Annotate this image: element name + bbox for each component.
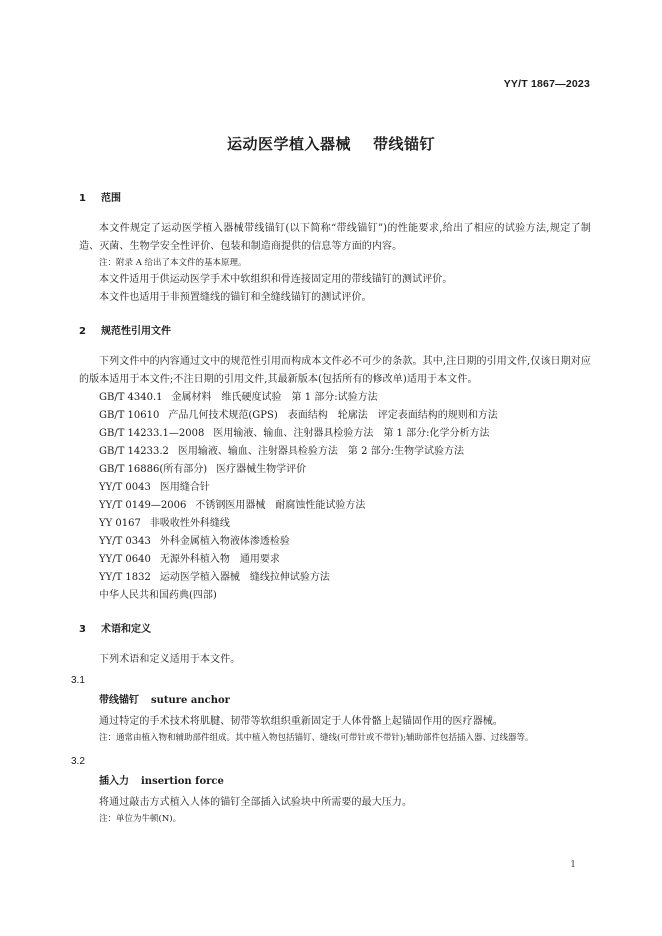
reference-code: YY/T 0149—2006 [99,500,187,511]
reference-code: YY/T 0640 [99,554,151,565]
reference-code: YY/T 0343 [99,536,151,547]
reference-title: 外科金属植入物液体渗透检验 [159,536,290,547]
section-2-intro: 下列文件中的内容通过文中的规范性引用而构成本文件必不可少的条款。其中,注日期的引用文件,仅该日期对应的版本适用于本文件;不注日期的引用文件,其最新版本(包括所有的修改单)适用于本文件。 [79,356,591,385]
section-1-paragraph-1: 本文件规定了运动医学植入器械带线锚钉(以下简称“带线锚钉”)的性能要求,给出了相应的试验方法,规定了制造、灭菌、生物学安全性评价、包装和制造商提供的信息等方面的内容。 [79,223,591,252]
term-number: 3.2 [71,756,85,767]
reference-code: YY/T 1832 [99,572,151,583]
reference-code: GB/T 10610 [99,410,160,421]
section-1-paragraph-2: 本文件适用于供运动医学手术中软组织和骨连接固定用的带线锚钉的测试评价。 [99,274,453,285]
term-note: 注：通常由植入物和辅助部件组成。其中植入物包括锚钉、缝线(可带针或不带针);辅助部件包括插入器、过线器等。 [99,733,534,743]
reference-item [79,533,591,551]
section-3-heading [79,623,591,637]
section-number: 3 [79,624,86,635]
reference-title: 医用输液、输血、注射器具检验方法 第 1 部分:化学分析方法 [213,428,490,439]
reference-title: 无源外科植入物 通用要求 [159,554,280,565]
reference-title: 医用输液、输血、注射器具检验方法 第 2 部分:生物学试验方法 [177,446,465,457]
term-english: insertion force [141,776,224,787]
reference-item [79,407,591,425]
reference-code: GB/T 16886(所有部分) [99,464,208,475]
term-chinese: 插入力 [99,776,129,787]
term-heading [79,693,591,709]
reference-item [79,389,591,407]
section-3-intro: 下列术语和定义适用于本文件。 [99,654,241,665]
reference-item [79,443,591,461]
reference-title: 中华人民共和国药典(四部) [99,590,217,601]
reference-item [79,515,591,533]
section-1-note: 注：附录 A 给出了本文件的基本原理。 [99,258,247,268]
section-1-heading [79,192,591,206]
term-english: suture anchor [151,695,230,706]
reference-title: 运动医学植入器械 缝线拉伸试验方法 [159,572,330,583]
reference-list [79,389,591,605]
page-number: 1 [570,860,576,870]
section-2-heading [79,325,591,339]
reference-title: 医用缝合针 [159,482,210,493]
reference-item [79,479,591,497]
reference-code: GB/T 4340.1 [99,392,163,403]
reference-code: YY/T 0043 [99,482,151,493]
document-title [0,133,662,154]
reference-title: 医疗器械生物学评价 [216,464,307,475]
reference-item [79,425,591,443]
reference-code: GB/T 14233.1—2008 [99,428,205,439]
section-number: 1 [79,193,86,204]
section-title: 范围 [101,193,121,204]
reference-title: 金属材料 维氏硬度试验 第 1 部分:试验方法 [171,392,378,403]
reference-code: GB/T 14233.2 [99,446,169,457]
reference-item [79,551,591,569]
term-chinese: 带线锚钉 [99,695,139,706]
section-number: 2 [79,326,86,337]
reference-item [79,587,591,605]
title-part-1: 运动医学植入器械 [226,135,351,153]
section-1-paragraph-3: 本文件也适用于非预置缝线的锚钉和全缝线锚钉的测试评价。 [99,292,372,303]
title-part-2: 带线锚钉 [373,135,436,153]
reference-item [79,497,591,515]
reference-code: YY 0167 [99,518,141,529]
reference-item [79,461,591,479]
document-body [71,192,591,827]
term-note: 注：单位为牛顿(N)。 [99,814,182,824]
section-title: 术语和定义 [101,624,151,635]
reference-title: 产品几何技术规范(GPS) 表面结构 轮廓法 评定表面结构的规则和方法 [168,410,498,421]
reference-item [79,569,591,587]
reference-title: 非吸收性外科缝线 [149,518,230,529]
term-definition: 通过特定的手术技术将肌腱、韧带等软组织重新固定于人体骨骼上起锚固作用的医疗器械。 [99,716,503,727]
term-number: 3.1 [71,675,85,686]
term-heading [79,774,591,790]
standard-code: YY/T 1867—2023 [503,78,590,90]
section-title: 规范性引用文件 [101,326,171,337]
reference-title: 不锈钢医用器械 耐腐蚀性能试验方法 [195,500,366,511]
term-definition: 将通过敲击方式植入人体的锚钉全部插入试验块中所需要的最大压力。 [99,797,413,808]
